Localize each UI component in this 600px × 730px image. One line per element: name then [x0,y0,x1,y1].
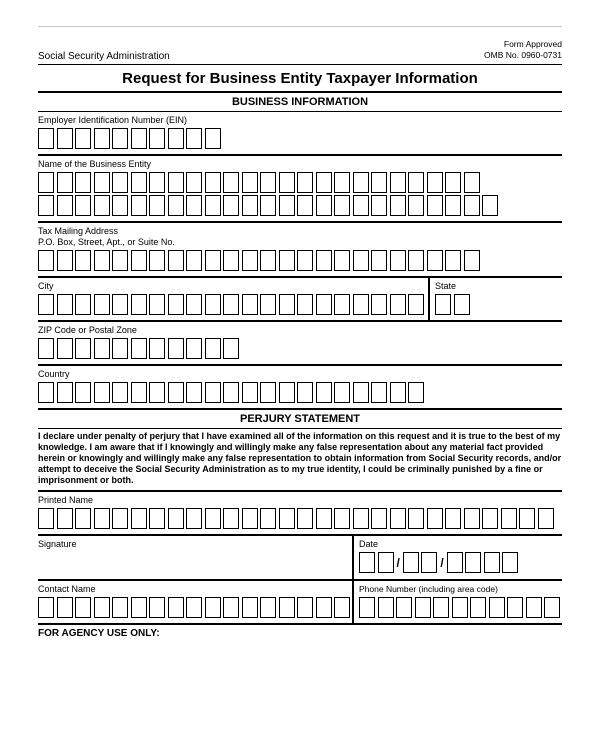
input-cell[interactable] [75,338,91,359]
input-cell[interactable] [186,338,202,359]
form-title: Request for Business Entity Taxpayer Information [38,65,562,93]
input-cell[interactable] [131,597,147,618]
input-cell[interactable] [390,172,406,193]
input-cell[interactable] [260,294,276,315]
input-cell[interactable] [168,382,184,403]
country-input-row [38,382,562,403]
input-cell[interactable] [260,508,276,529]
input-cell[interactable] [502,552,518,573]
country-label: Country [38,368,70,379]
signature-area[interactable] [38,550,352,574]
input-cell[interactable] [205,250,221,271]
input-cell[interactable] [464,508,480,529]
input-cell[interactable] [223,250,239,271]
input-cell[interactable] [75,250,91,271]
input-cell[interactable] [279,508,295,529]
input-cell[interactable] [501,508,517,529]
field-date [352,536,562,579]
input-cell[interactable] [334,294,350,315]
input-cell[interactable] [242,172,258,193]
field-city-state-row [38,278,562,322]
input-cell[interactable] [112,128,128,149]
perjury-statement-text: I declare under penalty of perjury that I have examined all of the information on this request and it is true to the best of my knowledge. I am aware that if I knowingly and willingly make any false representation about any material fact provided herein or knowingly and willingly make any false representation to obtain information from Social Security records, and/or attempt to deceive the Social Security Administration as to my true identity, I could be criminally punished by a fine or imprisonment or both. [38,429,562,492]
input-cell[interactable] [168,172,184,193]
input-cell[interactable] [149,250,165,271]
input-cell[interactable] [396,597,412,618]
field-city [38,278,428,320]
input-cell[interactable] [223,172,239,193]
input-cell[interactable] [371,172,387,193]
input-cell[interactable] [489,597,505,618]
input-cell[interactable] [427,195,443,216]
input-cell[interactable] [57,597,73,618]
input-cell[interactable] [316,172,332,193]
input-cell[interactable] [57,250,73,271]
input-cell[interactable] [223,508,239,529]
input-cell[interactable] [334,382,350,403]
input-cell[interactable] [316,382,332,403]
input-cell[interactable] [371,382,387,403]
input-cell[interactable] [297,508,313,529]
input-cell[interactable] [544,597,560,618]
input-cell[interactable] [353,195,369,216]
input-cell[interactable] [205,382,221,403]
input-cell[interactable] [94,597,110,618]
input-cell[interactable] [149,172,165,193]
input-cell[interactable] [205,508,221,529]
form-header [38,39,562,65]
input-cell[interactable] [526,597,542,618]
field-tax-mailing-address [38,223,562,278]
input-cell[interactable] [260,597,276,618]
input-cell[interactable] [378,552,394,573]
input-cell[interactable] [57,172,73,193]
input-cell[interactable] [186,250,202,271]
input-cell[interactable] [371,195,387,216]
input-cell[interactable] [75,172,91,193]
input-cell[interactable] [421,552,437,573]
field-ein [38,112,562,156]
date-input-row [359,550,562,573]
input-cell[interactable] [38,250,54,271]
input-cell[interactable] [427,508,443,529]
date-separator: / [440,555,444,570]
input-cell[interactable] [260,382,276,403]
input-cell[interactable] [297,294,313,315]
business-name-input-row-2 [38,195,562,216]
input-cell[interactable] [408,508,424,529]
input-cell[interactable] [316,294,332,315]
input-cell[interactable] [75,128,91,149]
input-cell[interactable] [75,382,91,403]
field-phone [352,581,562,623]
input-cell[interactable] [94,172,110,193]
input-cell[interactable] [75,508,91,529]
input-cell[interactable] [334,250,350,271]
input-cell[interactable] [75,195,91,216]
input-cell[interactable] [470,597,486,618]
input-cell[interactable] [75,294,91,315]
city-input-row [38,294,428,315]
input-cell[interactable] [482,195,498,216]
input-cell[interactable] [464,195,480,216]
input-cell[interactable] [38,172,54,193]
input-cell[interactable] [378,597,394,618]
input-cell[interactable] [408,294,424,315]
field-signature-date-row [38,536,562,581]
input-cell[interactable] [94,294,110,315]
input-cell[interactable] [435,294,451,315]
input-cell[interactable] [334,508,350,529]
input-cell[interactable] [186,195,202,216]
input-cell[interactable] [279,294,295,315]
input-cell[interactable] [260,195,276,216]
input-cell[interactable] [427,250,443,271]
input-cell[interactable] [38,338,54,359]
input-cell[interactable] [507,597,523,618]
field-business-name [38,156,562,223]
input-cell[interactable] [390,382,406,403]
input-cell[interactable] [57,382,73,403]
input-cell[interactable] [242,508,258,529]
input-cell[interactable] [186,597,202,618]
input-cell[interactable] [112,250,128,271]
input-cell[interactable] [57,338,73,359]
input-cell[interactable] [279,250,295,271]
city-label: City [38,280,54,291]
input-cell[interactable] [149,508,165,529]
field-contact-phone-row [38,581,562,625]
input-cell[interactable] [242,382,258,403]
input-cell[interactable] [205,597,221,618]
zip-input-row [38,338,562,359]
input-cell[interactable] [186,294,202,315]
state-input-row [435,294,562,315]
input-cell[interactable] [168,195,184,216]
business-name-input-row-1 [38,172,562,193]
input-cell[interactable] [353,250,369,271]
input-cell[interactable] [297,597,313,618]
date-day-boxes [403,552,438,573]
input-cell[interactable] [242,294,258,315]
input-cell[interactable] [445,172,461,193]
input-cell[interactable] [57,294,73,315]
input-cell[interactable] [38,382,54,403]
input-cell[interactable] [334,195,350,216]
signature-label: Signature [38,538,77,549]
input-cell[interactable] [75,597,91,618]
input-cell[interactable] [112,597,128,618]
input-cell[interactable] [38,294,54,315]
input-cell[interactable] [433,597,449,618]
input-cell[interactable] [57,508,73,529]
input-cell[interactable] [279,172,295,193]
field-state [428,278,562,320]
date-separator: / [396,555,400,570]
business-name-label: Name of the Business Entity [38,158,152,169]
input-cell[interactable] [94,250,110,271]
section-header-business-information: BUSINESS INFORMATION [38,93,562,112]
input-cell[interactable] [482,508,498,529]
input-cell[interactable] [38,128,54,149]
input-cell[interactable] [242,195,258,216]
input-cell[interactable] [205,128,221,149]
input-cell[interactable] [316,195,332,216]
field-contact-name [38,581,352,623]
input-cell[interactable] [186,128,202,149]
tax-mailing-address-label: Tax Mailing Address [38,225,119,236]
input-cell[interactable] [390,294,406,315]
printed-name-input-row [38,508,562,529]
input-cell[interactable] [131,294,147,315]
input-cell[interactable] [94,128,110,149]
agency-use-only-label: FOR AGENCY USE ONLY: [38,627,160,639]
input-cell[interactable] [454,294,470,315]
input-cell[interactable] [131,195,147,216]
contact-name-input-row [38,597,352,618]
input-cell[interactable] [112,195,128,216]
input-cell[interactable] [408,172,424,193]
input-cell[interactable] [112,172,128,193]
input-cell[interactable] [297,250,313,271]
input-cell[interactable] [131,172,147,193]
input-cell[interactable] [445,508,461,529]
input-cell[interactable] [538,508,554,529]
input-cell[interactable] [447,552,463,573]
input-cell[interactable] [112,338,128,359]
input-cell[interactable] [112,294,128,315]
input-cell[interactable] [149,128,165,149]
input-cell[interactable] [403,552,419,573]
field-printed-name [38,492,562,536]
input-cell[interactable] [94,508,110,529]
input-cell[interactable] [297,172,313,193]
contact-name-label: Contact Name [38,583,96,594]
input-cell[interactable] [94,338,110,359]
form-approved-text: Form Approved [503,39,562,49]
input-cell[interactable] [260,172,276,193]
agency-name: Social Security Administration [38,50,170,62]
input-cell[interactable] [297,195,313,216]
omb-number: OMB No. 0960-0731 [484,50,562,61]
field-zip [38,322,562,366]
input-cell[interactable] [223,597,239,618]
ein-label: Employer Identification Number (EIN) [38,114,188,125]
input-cell[interactable] [223,382,239,403]
input-cell[interactable] [131,338,147,359]
input-cell[interactable] [168,597,184,618]
input-cell[interactable] [484,552,500,573]
input-cell[interactable] [427,172,443,193]
field-signature [38,536,352,579]
input-cell[interactable] [353,294,369,315]
input-cell[interactable] [112,508,128,529]
input-cell[interactable] [334,172,350,193]
input-cell[interactable] [260,250,276,271]
input-cell[interactable] [359,552,375,573]
input-cell[interactable] [390,508,406,529]
input-cell[interactable] [445,250,461,271]
input-cell[interactable] [94,195,110,216]
date-label: Date [359,538,379,549]
date-month-boxes [359,552,394,573]
input-cell[interactable] [38,195,54,216]
input-cell[interactable] [205,172,221,193]
input-cell[interactable] [131,382,147,403]
input-cell[interactable] [415,597,431,618]
field-country [38,366,562,410]
tax-mailing-address-input-row [38,250,562,271]
input-cell[interactable] [334,597,350,618]
input-cell[interactable] [353,508,369,529]
input-cell[interactable] [445,195,461,216]
input-cell[interactable] [149,195,165,216]
input-cell[interactable] [168,128,184,149]
input-cell[interactable] [168,294,184,315]
input-cell[interactable] [112,382,128,403]
input-cell[interactable] [57,195,73,216]
input-cell[interactable] [316,508,332,529]
ein-input-row [38,128,562,149]
input-cell[interactable] [371,294,387,315]
input-cell[interactable] [186,382,202,403]
input-cell[interactable] [242,597,258,618]
input-cell[interactable] [464,250,480,271]
input-cell[interactable] [205,195,221,216]
input-cell[interactable] [353,172,369,193]
input-cell[interactable] [223,294,239,315]
input-cell[interactable] [359,597,375,618]
input-cell[interactable] [408,382,424,403]
input-cell[interactable] [408,250,424,271]
input-cell[interactable] [149,382,165,403]
input-cell[interactable] [186,508,202,529]
phone-input-row [359,597,562,618]
zip-label: ZIP Code or Postal Zone [38,324,137,335]
input-cell[interactable] [57,128,73,149]
state-label: State [435,280,457,291]
input-cell[interactable] [464,172,480,193]
input-cell[interactable] [94,382,110,403]
input-cell[interactable] [205,294,221,315]
input-cell[interactable] [279,195,295,216]
input-cell[interactable] [519,508,535,529]
input-cell[interactable] [223,195,239,216]
input-cell[interactable] [279,597,295,618]
phone-label: Phone Number (including area code) [359,583,498,594]
input-cell[interactable] [371,508,387,529]
input-cell[interactable] [371,250,387,271]
input-cell[interactable] [316,250,332,271]
tax-mailing-address-sublabel: P.O. Box, Street, Apt., or Suite No. [38,236,175,247]
input-cell[interactable] [316,597,332,618]
input-cell[interactable] [38,597,54,618]
input-cell[interactable] [390,195,406,216]
input-cell[interactable] [149,294,165,315]
input-cell[interactable] [452,597,468,618]
input-cell[interactable] [465,552,481,573]
input-cell[interactable] [149,338,165,359]
input-cell[interactable] [279,382,295,403]
input-cell[interactable] [131,128,147,149]
section-header-perjury-statement: PERJURY STATEMENT [38,410,562,429]
page-top-rule [38,26,562,27]
input-cell[interactable] [131,508,147,529]
input-cell[interactable] [353,382,369,403]
input-cell[interactable] [168,338,184,359]
input-cell[interactable] [223,338,239,359]
input-cell[interactable] [149,597,165,618]
input-cell[interactable] [408,195,424,216]
input-cell[interactable] [38,508,54,529]
input-cell[interactable] [168,508,184,529]
input-cell[interactable] [186,172,202,193]
date-year-boxes [447,552,519,573]
input-cell[interactable] [390,250,406,271]
input-cell[interactable] [131,250,147,271]
input-cell[interactable] [168,250,184,271]
input-cell[interactable] [297,382,313,403]
form-approval-block [484,39,562,62]
input-cell[interactable] [205,338,221,359]
input-cell[interactable] [242,250,258,271]
printed-name-label: Printed Name [38,494,94,505]
